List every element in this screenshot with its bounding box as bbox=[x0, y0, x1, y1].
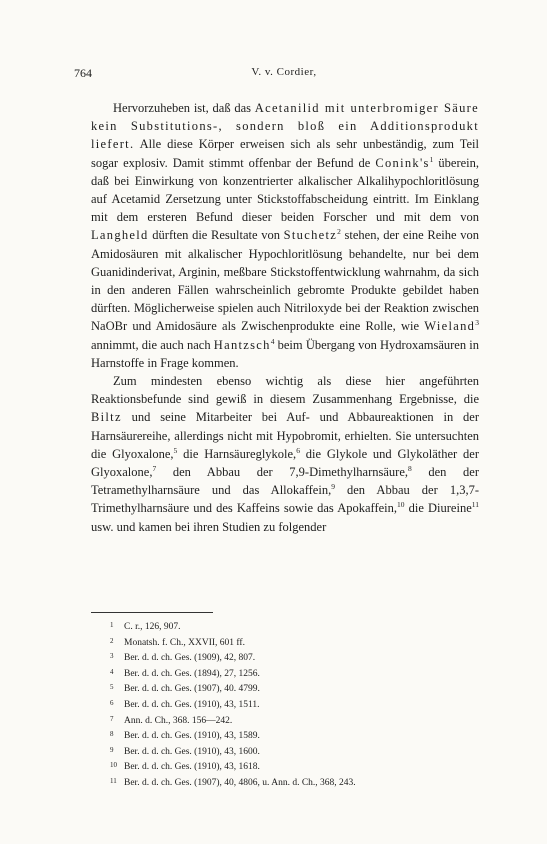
spaced-name: Langheld bbox=[91, 228, 149, 243]
footnote-ref: 3 bbox=[475, 318, 479, 328]
footnote-ref: 6 bbox=[296, 445, 300, 455]
footnote-number: 8 bbox=[110, 730, 114, 739]
footnote-text: Monatsh. f. Ch., XXVII, 601 ff. bbox=[124, 637, 245, 648]
footnote-number: 4 bbox=[110, 667, 114, 676]
footnote bbox=[110, 759, 470, 775]
footnote bbox=[110, 666, 470, 682]
footnote-text: Ber. d. d. ch. Ges. (1909), 42, 807. bbox=[124, 653, 256, 664]
text-run: dürften die Resultate von bbox=[148, 228, 284, 243]
paragraph bbox=[91, 99, 479, 372]
footnote-text: Ber. d. d. ch. Ges. (1910), 43, 1589. bbox=[124, 731, 260, 742]
footnote bbox=[110, 619, 470, 635]
footnote bbox=[110, 728, 470, 744]
footnote-number: 5 bbox=[110, 683, 114, 692]
footnote-ref: 7 bbox=[152, 464, 157, 474]
footnote-ref: 8 bbox=[408, 464, 412, 474]
text-run: Alle diese Körper erweisen sich als sehr unbeständig, zum Teil sogar explosiv. Damit stimmt offenbar der Befund de bbox=[91, 137, 479, 170]
footnote-number: 9 bbox=[110, 745, 114, 754]
text-run: annimmt, die auch nach bbox=[91, 337, 214, 352]
footnote-ref: 9 bbox=[331, 482, 335, 492]
text-run: die Diureine bbox=[404, 501, 472, 516]
text-run: Zum mindesten ebenso wichtig als diese hier angeführten Reaktionsbefunde sind gewiß in diesem Zusammenhang Ergebnisse, die bbox=[91, 374, 479, 407]
footnote bbox=[110, 650, 470, 666]
footnote-number: 7 bbox=[110, 714, 114, 723]
footnote-number: 10 bbox=[110, 761, 117, 770]
footnote-rule bbox=[91, 612, 213, 613]
text-run: die Harnsäureglykole, bbox=[177, 446, 297, 461]
text-run: usw. und kamen bei ihren Studien zu folgender bbox=[91, 519, 327, 534]
text-run: überein, daß bei Einwirkung von konzentrierter alkalischer Alkalihypochloritlösung auf Acetamid Zersetzung unter Stickstoffabscheidung eintritt. Im Einklang mit dem ersteren Befund dieser beiden Forscher und mit dem von bbox=[91, 155, 480, 225]
text-run: die Glykole und Glykoläther der Glyoxalone, bbox=[91, 446, 479, 480]
footnote-number: 11 bbox=[110, 776, 117, 785]
footnote bbox=[110, 744, 470, 760]
footnote-number: 3 bbox=[110, 652, 114, 661]
text-run: und seine Mitarbeiter bei Auf- und Abbaureaktionen in der Harnsäurereihe, allerdings nicht mit Hypobromit, erhielten. Sie untersuchten die Glyoxalone, bbox=[91, 410, 479, 461]
spaced-name: Hantzsch bbox=[213, 337, 271, 352]
page-header bbox=[74, 66, 494, 84]
body-text bbox=[91, 99, 479, 536]
footnote-text: Ann. d. Ch., 368. 156—242. bbox=[124, 715, 233, 726]
footnote bbox=[110, 713, 470, 729]
text-run: Hervorzuheben ist, daß das bbox=[113, 101, 255, 115]
spaced-name: Conink's bbox=[375, 155, 430, 170]
footnote-number: 6 bbox=[110, 698, 114, 707]
footnote-ref: 1 bbox=[429, 154, 434, 164]
footnote-ref: 2 bbox=[337, 227, 341, 237]
text-run: den Abbau der 1,3,7-Trimethylharnsäure und des Kaffeins sowie das Apokaffein, bbox=[91, 483, 479, 516]
footnote-text: Ber. d. d. ch. Ges. (1910), 43, 1511. bbox=[124, 699, 260, 710]
footnote-text: Ber. d. d. ch. Ges. (1907), 40. 4799. bbox=[124, 684, 260, 695]
text-run: den Abbau der 7,9-Dimethylharnsäure, bbox=[156, 465, 409, 480]
spaced-name: Biltz bbox=[91, 410, 122, 425]
footnote bbox=[110, 775, 470, 791]
spaced-name: Wieland bbox=[424, 319, 476, 334]
text-run: stehen, der eine Reihe von Amidosäuren mit alkalischer Hypochloritlösung behandelte, nur bei dem Guanidinderivat, Arginin, meßbare Stickstoffentwicklung wahrnahm, da sich in den anderen Fällen wahrscheinlich gebromte Produkte gebildet haben dürften. Möglicherweise spielen auch Nitriloxyde bei der Reaktion zwischen NaOBr und Amidosäure als Zwischenprodukte eine Rolle, wie bbox=[91, 228, 479, 334]
page-number: 764 bbox=[74, 66, 92, 80]
running-head: V. v. Cordier, bbox=[251, 66, 317, 78]
footnote-ref: 11 bbox=[471, 500, 479, 510]
footnote-text: Ber. d. d. ch. Ges. (1910), 43, 1618. bbox=[124, 762, 260, 773]
footnote-text: Ber. d. d. ch. Ges. (1894), 27, 1256. bbox=[124, 668, 260, 679]
footnote-number: 2 bbox=[110, 636, 114, 645]
footnote-ref: 4 bbox=[270, 336, 275, 346]
footnote-ref: 10 bbox=[397, 500, 405, 510]
footnotes bbox=[110, 619, 470, 791]
footnote bbox=[110, 635, 470, 651]
spaced-name: Stuchetz bbox=[283, 228, 338, 243]
footnote bbox=[110, 697, 470, 713]
footnote-text: Ber. d. d. ch. Ges. (1910), 43, 1600. bbox=[124, 746, 260, 757]
footnote-ref: 5 bbox=[173, 445, 178, 455]
footnote-text: C. r., 126, 907. bbox=[124, 622, 181, 632]
footnote-number: 1 bbox=[110, 621, 114, 629]
text-run: den der Tetramethylharnsäure und das Allokaffein, bbox=[91, 465, 479, 498]
footnote bbox=[110, 681, 470, 697]
footnote-text: Ber. d. d. ch. Ges. (1907), 40, 4806, u. Ann. d. Ch., 368, 243. bbox=[124, 777, 356, 788]
paragraph bbox=[91, 372, 479, 536]
text-run: beim Übergang von Hydroxamsäuren in Harnstoffe in Frage kommen. bbox=[91, 337, 479, 370]
spaced-name: Acetanilid mit unterbromiger Säure kein Substitutions-, sondern bloß ein Additionsprodukt liefert. bbox=[91, 101, 479, 152]
